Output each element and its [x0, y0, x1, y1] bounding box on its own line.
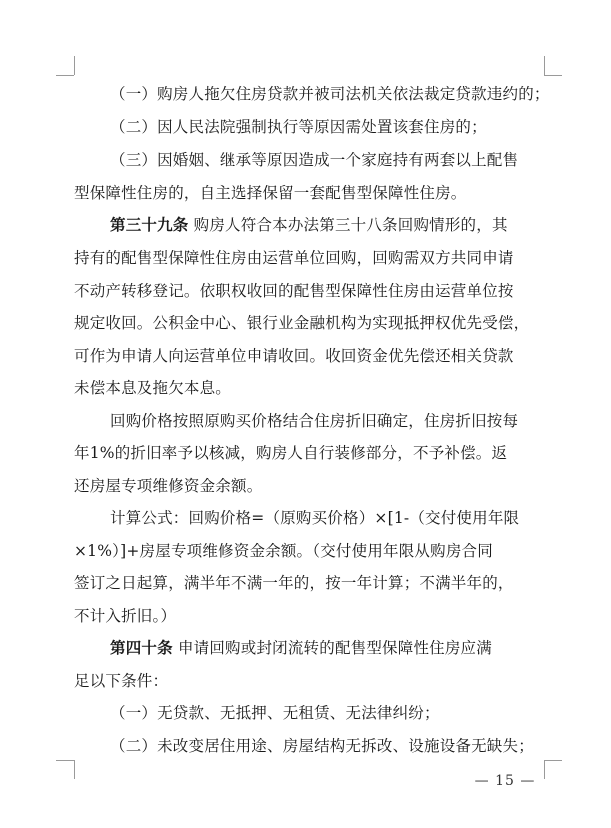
article-39-first-line	[110, 215, 540, 235]
text-line: （二）因人民法院强制执行等原因需处置该套住房的；	[110, 118, 487, 136]
text-line: （二）未改变居住用途、房屋结构无拆改、设施设备无缺失；	[110, 737, 534, 755]
text-line: 可作为申请人向运营单位申请收回。收回资金优先偿还相关贷款	[74, 347, 514, 365]
text-line: 型保障性住房的，自主选择保留一套配售型保障性住房。	[74, 184, 467, 202]
article-39-text: 购房人符合本办法第三十八条回购情形的，其	[193, 216, 508, 234]
page-number: — 15 —	[474, 773, 536, 789]
article-40-text: 申请回购或封闭流转的配售型保障性住房应满	[177, 639, 492, 657]
crop-mark-bottom-right-v	[544, 760, 545, 779]
text-line: 签订之日起算，满半年不满一年的，按一年计算；不满半年的，	[74, 574, 514, 592]
article-40-first-line	[110, 638, 540, 658]
text-line: 规定收回。公积金中心、银行业金融机构为实现抵押权优先受偿，	[74, 314, 530, 332]
text-line: 还房屋专项维修资金余额。	[74, 477, 263, 495]
text-line: 不计入折旧。）	[74, 607, 177, 625]
text-line: 未偿本息及拖欠本息。	[74, 379, 232, 397]
text-line: 足以下条件：	[74, 672, 169, 690]
article-39-heading: 第三十九条	[110, 215, 189, 234]
crop-mark-top-right-h	[544, 75, 562, 76]
text-line: （一）无贷款、无抵押、无租赁、无法律纠纷；	[110, 704, 440, 722]
crop-mark-top-left-v	[74, 56, 75, 75]
article-40-heading: 第四十条	[110, 638, 173, 657]
text-line: 回购价格按照原购买价格结合住房折旧确定，住房折旧按每	[110, 412, 519, 430]
text-line: （一）购房人拖欠住房贷款并被司法机关依法裁定贷款违约的；	[110, 85, 550, 103]
crop-mark-bottom-left-h	[56, 760, 74, 761]
text-line: 持有的配售型保障性住房由运营单位回购，回购需双方共同申请	[74, 249, 514, 267]
text-line: （三）因婚姻、继承等原因造成一个家庭持有两套以上配售	[110, 151, 519, 169]
crop-mark-bottom-right-h	[544, 760, 562, 761]
crop-mark-top-left-h	[56, 75, 74, 76]
text-line: 年1%的折旧率予以核减，购房人自行装修部分，不予补偿。返	[74, 444, 508, 462]
text-line: 计算公式：回购价格=（原购买价格）×[1-（交付使用年限	[110, 509, 520, 527]
crop-mark-bottom-left-v	[74, 760, 75, 779]
text-line: 不动产转移登记。依职权收回的配售型保障性住房由运营单位按	[74, 282, 514, 300]
crop-mark-top-right-v	[544, 56, 545, 75]
text-line: ×1%）]+房屋专项维修资金余额。（交付使用年限从购房合同	[74, 542, 493, 560]
